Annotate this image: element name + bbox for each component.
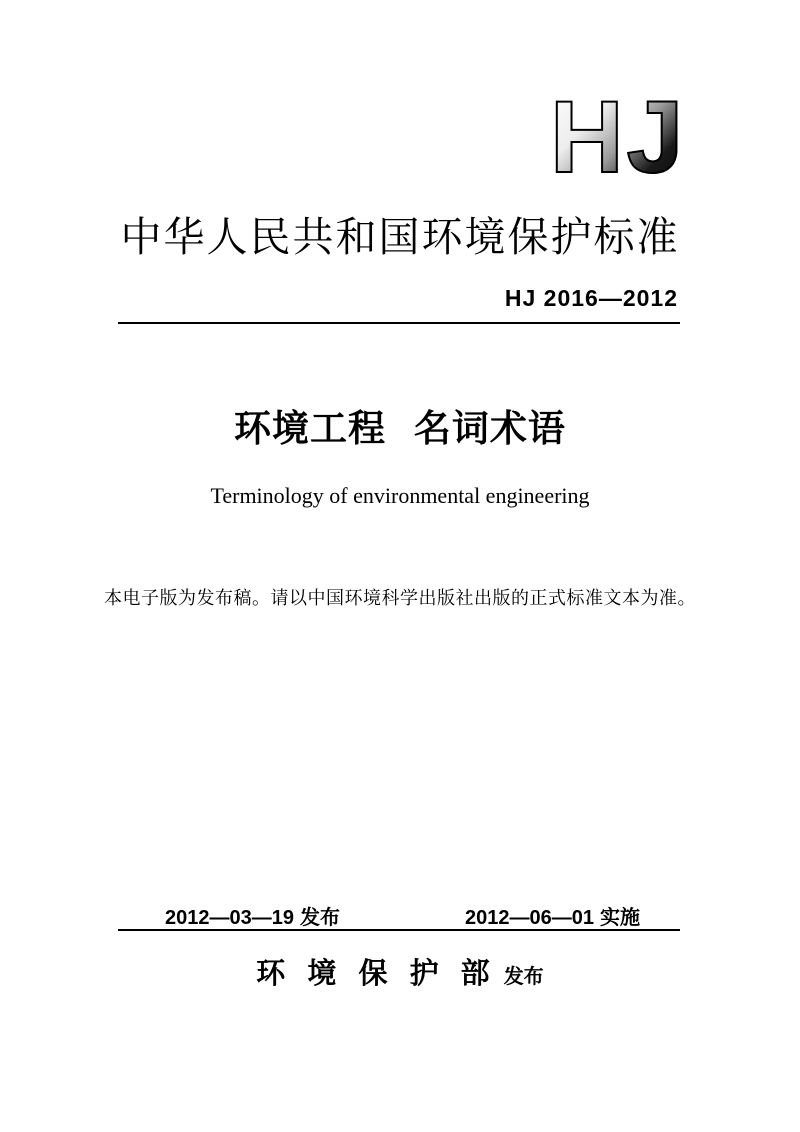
ministry-name: 环 境 保 护 部 [256, 956, 496, 990]
national-standard-heading: 中华人民共和国环境保护标准 [120, 213, 680, 261]
standard-title-chinese: 环境工程 名词术语 [234, 407, 566, 450]
footer-divider-line [118, 929, 680, 931]
standard-title-english: Terminology of environmental engineering [210, 483, 590, 508]
header-divider-line [118, 322, 680, 324]
implementation-date-label: 实施 [600, 907, 640, 929]
implementation-date-group [465, 901, 640, 930]
edition-notice: 本电子版为发布稿。请以中国环境科学出版社出版的正式标准文本为准。 [104, 588, 696, 609]
issue-date-group [165, 901, 340, 930]
issue-date-label: 发布 [299, 907, 340, 929]
implementation-date: 2012—06—01 [465, 907, 594, 929]
issue-date: 2012—03—19 [165, 907, 294, 929]
standard-number: HJ 2016—2012 [504, 285, 678, 311]
ministry-row [0, 951, 800, 992]
hj-logo: HJ [550, 86, 700, 188]
issued-by-label: 发布 [503, 964, 544, 988]
dates-row [120, 901, 680, 930]
